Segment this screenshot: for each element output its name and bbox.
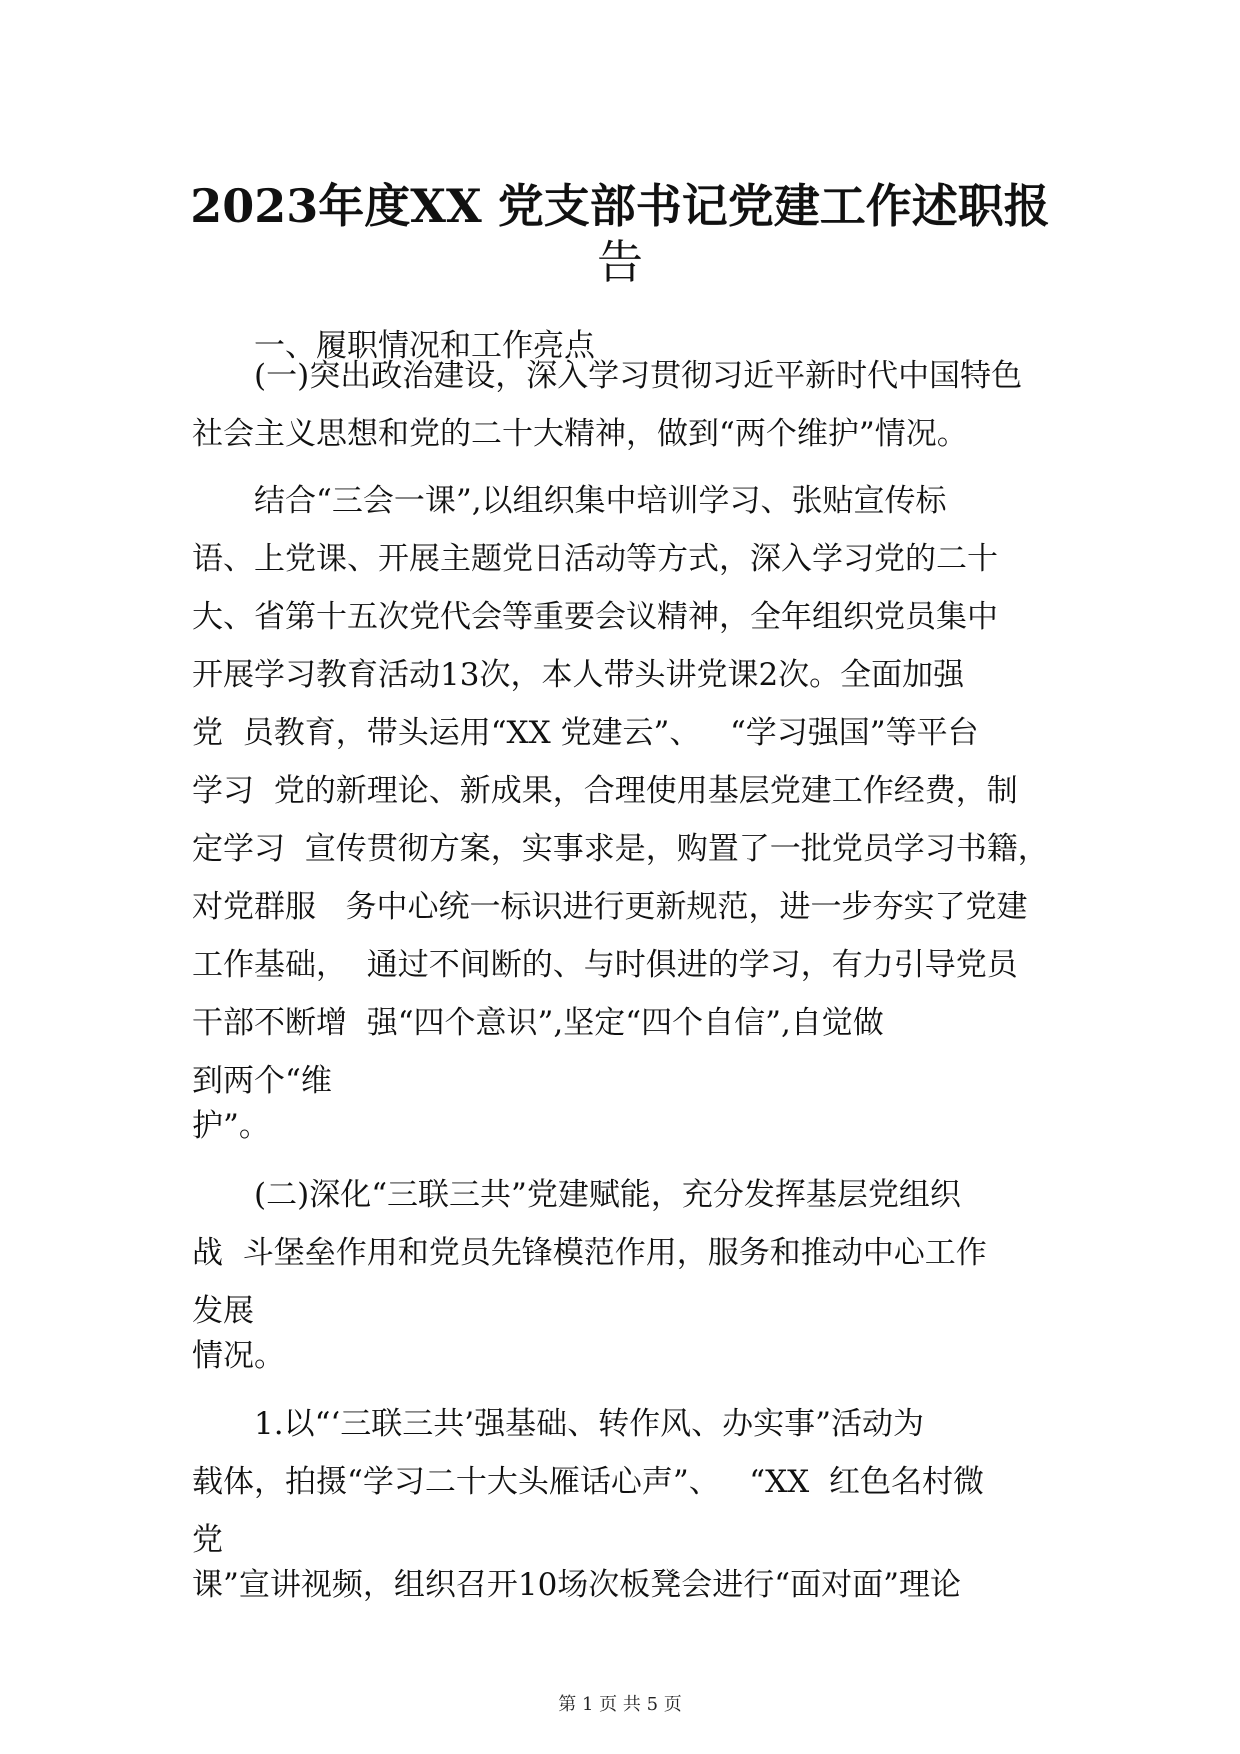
subsection-1-line: 社会主义思想和党的二十大精神，做到“两个维护”情况。 — [192, 416, 968, 452]
item-1-line: 载体，拍摄“学习二十大头雁话心声”、 “XX 红色名村微 — [192, 1464, 984, 1500]
paragraph-1-line: 对党群服 务中心统一标识进行更新规范，进一步夯实了党建 — [192, 889, 1028, 925]
page-number-footer: 第 1 页 共 5 页 — [558, 1694, 682, 1715]
paragraph-1-line: 定学习 宣传贯彻方案，实事求是，购置了一批党员学习书籍， — [192, 831, 1049, 867]
subsection-2-line: 发展 — [192, 1293, 254, 1329]
subsection-2-line: (二)深化“三联三共”党建赋能，充分发挥基层党组织 — [254, 1177, 961, 1213]
subsection-1-line: (一)突出政治建设，深入学习贯彻习近平新时代中国特色 — [254, 358, 1023, 394]
document-title-line1: 2023年度XX 党支部书记党建工作述职报 — [190, 179, 1050, 233]
paragraph-1-line: 到两个“维 — [192, 1063, 332, 1099]
paragraph-1-line: 学习 党的新理论、新成果，合理使用基层党建工作经费，制 — [192, 773, 1018, 809]
item-1-line: 课”宣讲视频，组织召开10场次板凳会进行“面对面”理论 — [192, 1567, 961, 1603]
paragraph-1-line: 结合“三会一课”,以组织集中培训学习、张贴宣传标 — [254, 483, 947, 519]
section-heading-1: 一、履职情况和工作亮点 — [254, 328, 595, 364]
subsection-2-line: 情况。 — [192, 1338, 285, 1374]
item-1-line: 党 — [192, 1522, 223, 1558]
subsection-2-line: 战 斗堡垒作用和党员先锋模范作用，服务和推动中心工作 — [192, 1235, 987, 1271]
paragraph-1-line: 干部不断增 强“四个意识”,坚定“四个自信”,自觉做 — [192, 1005, 884, 1041]
paragraph-1-line: 护”。 — [192, 1108, 270, 1144]
paragraph-1-line: 大、省第十五次党代会等重要会议精神，全年组织党员集中 — [192, 599, 998, 635]
document-title-line2: 告 — [597, 235, 643, 289]
paragraph-1-line: 党 员教育，带头运用“XX 党建云”、 “学习强国”等平台 — [192, 715, 979, 751]
paragraph-1-line: 开展学习教育活动13次，本人带头讲党课2次。全面加强 — [192, 657, 965, 693]
paragraph-1-line: 语、上党课、开展主题党日活动等方式，深入学习党的二十 — [192, 541, 998, 577]
paragraph-1-line: 工作基础， 通过不间断的、与时俱进的学习，有力引导党员 — [192, 947, 1018, 983]
item-1-line: 1.以“‘三联三共’强基础、转作风、办实事”活动为 — [254, 1406, 924, 1442]
